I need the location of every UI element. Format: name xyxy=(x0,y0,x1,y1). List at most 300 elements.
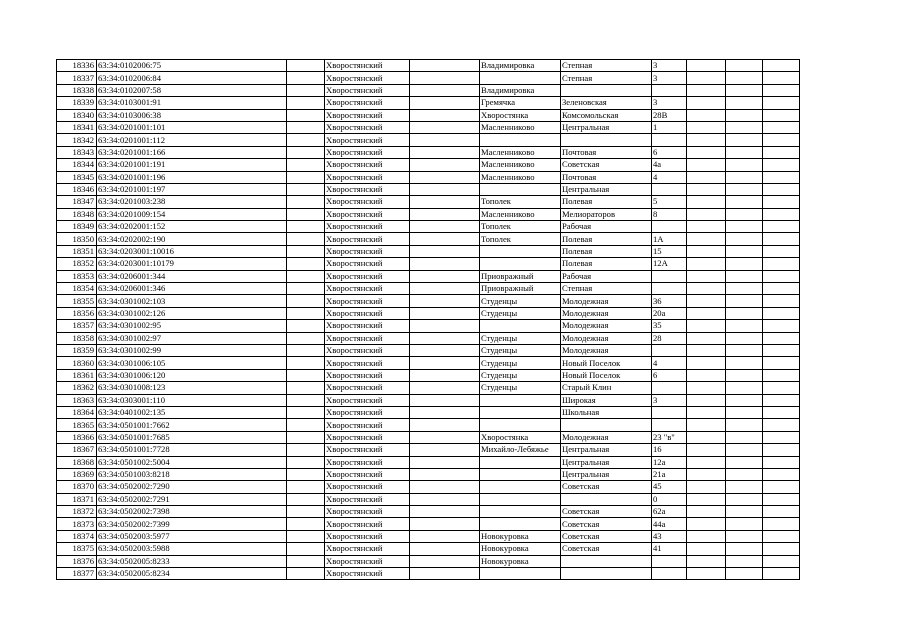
table-cell: Центральная xyxy=(561,468,652,480)
table-cell xyxy=(763,481,800,493)
table-row xyxy=(57,221,800,233)
table-cell xyxy=(687,171,726,183)
table-cell: Советская xyxy=(561,481,652,493)
table-cell: 18369 xyxy=(57,468,97,480)
table-cell: 18342 xyxy=(57,134,97,146)
table-cell xyxy=(687,444,726,456)
table-cell xyxy=(726,159,763,171)
table-row xyxy=(57,283,800,295)
table-row xyxy=(57,456,800,468)
table-cell xyxy=(410,419,480,431)
table-cell: 63:34:0102006:75 xyxy=(97,60,287,72)
table-cell: 18344 xyxy=(57,159,97,171)
table-cell: Степная xyxy=(561,72,652,84)
table-cell xyxy=(410,444,480,456)
table-row xyxy=(57,270,800,282)
table-cell xyxy=(687,456,726,468)
table-cell xyxy=(763,357,800,369)
table-cell xyxy=(287,543,325,555)
table-cell xyxy=(287,320,325,332)
table-cell: Центральная xyxy=(561,121,652,133)
table-row xyxy=(57,357,800,369)
table-cell xyxy=(652,419,687,431)
table-cell xyxy=(287,493,325,505)
table-cell xyxy=(726,506,763,518)
table-cell xyxy=(652,283,687,295)
table-cell xyxy=(726,344,763,356)
table-cell xyxy=(726,196,763,208)
table-cell xyxy=(410,406,480,418)
table-cell xyxy=(763,183,800,195)
table-cell: Полевая xyxy=(561,245,652,257)
table-cell: 62а xyxy=(652,506,687,518)
table-cell xyxy=(687,109,726,121)
table-cell xyxy=(726,146,763,158)
table-cell xyxy=(726,543,763,555)
table-cell: Хворостянский xyxy=(325,357,410,369)
table-cell: 4 xyxy=(652,357,687,369)
table-cell xyxy=(763,109,800,121)
table-cell: Студенцы xyxy=(480,357,561,369)
table-cell: Хворостянский xyxy=(325,332,410,344)
table-cell xyxy=(687,543,726,555)
table-cell: 4 xyxy=(652,171,687,183)
table-cell xyxy=(726,97,763,109)
table-cell: 63:34:0502002:7399 xyxy=(97,518,287,530)
table-cell xyxy=(726,444,763,456)
table-cell xyxy=(726,121,763,133)
table-cell: Студенцы xyxy=(480,332,561,344)
table-cell xyxy=(480,183,561,195)
table-cell: 63:34:0301002:103 xyxy=(97,295,287,307)
table-cell xyxy=(410,307,480,319)
table-cell: Молодежная xyxy=(561,307,652,319)
table-cell: 18355 xyxy=(57,295,97,307)
table-cell: 43 xyxy=(652,530,687,542)
table-cell xyxy=(687,258,726,270)
table-cell xyxy=(652,183,687,195)
table-cell: Центральная xyxy=(561,183,652,195)
table-cell xyxy=(687,320,726,332)
table-cell xyxy=(763,369,800,381)
table-cell: 63:34:0502003:5988 xyxy=(97,543,287,555)
table-cell xyxy=(287,357,325,369)
table-cell: 63:34:0501002:5004 xyxy=(97,456,287,468)
table-cell xyxy=(726,221,763,233)
table-cell xyxy=(287,468,325,480)
table-cell: 18339 xyxy=(57,97,97,109)
table-cell xyxy=(480,506,561,518)
table-cell: 18345 xyxy=(57,171,97,183)
table-cell xyxy=(652,221,687,233)
table-cell: Полевая xyxy=(561,258,652,270)
table-row xyxy=(57,109,800,121)
table-cell xyxy=(763,258,800,270)
table-cell xyxy=(287,196,325,208)
table-cell xyxy=(726,493,763,505)
table-cell: Тополек xyxy=(480,196,561,208)
table-cell: Полевая xyxy=(561,196,652,208)
table-row xyxy=(57,444,800,456)
table-cell: 63:34:0202002:190 xyxy=(97,233,287,245)
table-cell xyxy=(410,258,480,270)
table-cell xyxy=(687,121,726,133)
table-cell xyxy=(480,419,561,431)
table-cell xyxy=(726,134,763,146)
table-cell: 63:34:0103001:91 xyxy=(97,97,287,109)
table-cell: 5 xyxy=(652,196,687,208)
table-cell xyxy=(410,208,480,220)
table-cell xyxy=(687,431,726,443)
table-row xyxy=(57,258,800,270)
table-cell xyxy=(687,159,726,171)
table-cell xyxy=(480,481,561,493)
table-cell: Молодежная xyxy=(561,295,652,307)
table-cell xyxy=(561,493,652,505)
table-cell: Старый Клин xyxy=(561,382,652,394)
table-cell: 63:34:0206001:346 xyxy=(97,283,287,295)
table-cell xyxy=(287,406,325,418)
table-cell xyxy=(561,568,652,580)
table-cell xyxy=(652,270,687,282)
table-cell xyxy=(410,530,480,542)
table-cell xyxy=(763,518,800,530)
table-cell xyxy=(480,134,561,146)
table-cell xyxy=(410,283,480,295)
table-cell: 63:34:0301006:105 xyxy=(97,357,287,369)
table-cell xyxy=(726,109,763,121)
table-cell xyxy=(687,568,726,580)
table-cell xyxy=(287,97,325,109)
table-cell xyxy=(410,543,480,555)
table-cell xyxy=(726,431,763,443)
table-cell xyxy=(726,382,763,394)
table-cell xyxy=(763,320,800,332)
table-cell: Приовражный xyxy=(480,283,561,295)
table-cell xyxy=(687,332,726,344)
table-cell xyxy=(287,506,325,518)
table-cell: 63:34:0301002:95 xyxy=(97,320,287,332)
table-cell xyxy=(763,468,800,480)
table-cell xyxy=(410,97,480,109)
table-row xyxy=(57,369,800,381)
table-cell: 8 xyxy=(652,208,687,220)
table-cell: Советская xyxy=(561,530,652,542)
table-cell xyxy=(726,555,763,567)
table-cell xyxy=(763,196,800,208)
table-cell: Широкая xyxy=(561,394,652,406)
table-cell: Мелиораторов xyxy=(561,208,652,220)
table-cell: Масленниково xyxy=(480,121,561,133)
table-cell: 18368 xyxy=(57,456,97,468)
table-cell xyxy=(687,183,726,195)
table-row xyxy=(57,431,800,443)
table-cell: 6 xyxy=(652,146,687,158)
table-cell: Хворостянский xyxy=(325,270,410,282)
table-cell: Хворостянский xyxy=(325,431,410,443)
table-cell: 41 xyxy=(652,543,687,555)
table-row xyxy=(57,97,800,109)
table-cell xyxy=(763,208,800,220)
table-cell xyxy=(287,481,325,493)
table-cell xyxy=(410,555,480,567)
table-cell: Хворостянский xyxy=(325,283,410,295)
table-cell xyxy=(763,555,800,567)
table-cell: 1 xyxy=(652,121,687,133)
table-cell: Владимировка xyxy=(480,84,561,96)
table-cell xyxy=(687,146,726,158)
table-row xyxy=(57,245,800,257)
table-cell xyxy=(763,344,800,356)
table-cell xyxy=(726,60,763,72)
table-cell: 63:34:0203001:10179 xyxy=(97,258,287,270)
table-cell: Центральная xyxy=(561,456,652,468)
table-cell: 63:34:0301002:99 xyxy=(97,344,287,356)
table-cell: 28В xyxy=(652,109,687,121)
table-row xyxy=(57,183,800,195)
table-cell: 63:34:0401002:135 xyxy=(97,406,287,418)
table-cell: Хворостянский xyxy=(325,307,410,319)
table-cell xyxy=(687,406,726,418)
table-cell: Хворостянский xyxy=(325,419,410,431)
table-row xyxy=(57,171,800,183)
table-cell xyxy=(410,60,480,72)
table-cell: 63:34:0102006:84 xyxy=(97,72,287,84)
table-cell: 18346 xyxy=(57,183,97,195)
table-cell xyxy=(561,419,652,431)
table-cell: 3 xyxy=(652,394,687,406)
table-cell xyxy=(763,444,800,456)
table-cell xyxy=(726,84,763,96)
table-cell: Хворостянский xyxy=(325,97,410,109)
table-cell xyxy=(410,320,480,332)
table-cell: Хворостянский xyxy=(325,171,410,183)
table-row xyxy=(57,134,800,146)
table-cell xyxy=(726,419,763,431)
table-cell xyxy=(763,97,800,109)
table-cell: 18348 xyxy=(57,208,97,220)
table-cell: Советская xyxy=(561,543,652,555)
table-cell xyxy=(726,307,763,319)
table-cell: 18353 xyxy=(57,270,97,282)
table-cell: 18375 xyxy=(57,543,97,555)
table-cell xyxy=(687,468,726,480)
table-cell xyxy=(687,295,726,307)
table-cell xyxy=(410,221,480,233)
table-cell: 18356 xyxy=(57,307,97,319)
table-cell: 63:34:0502002:7290 xyxy=(97,481,287,493)
table-cell: Рабочая xyxy=(561,270,652,282)
table-cell xyxy=(726,320,763,332)
table-cell xyxy=(480,320,561,332)
table-cell xyxy=(410,196,480,208)
table-cell xyxy=(287,183,325,195)
table-cell xyxy=(763,382,800,394)
table-cell: Хворостянский xyxy=(325,481,410,493)
table-cell xyxy=(561,84,652,96)
table-cell: Хворостянский xyxy=(325,468,410,480)
table-row xyxy=(57,493,800,505)
table-cell: Тополек xyxy=(480,221,561,233)
table-row xyxy=(57,72,800,84)
table-cell xyxy=(287,221,325,233)
table-cell: 63:34:0201001:166 xyxy=(97,146,287,158)
table-row xyxy=(57,121,800,133)
table-cell: Новокуровка xyxy=(480,530,561,542)
table-cell xyxy=(726,283,763,295)
table-cell xyxy=(287,444,325,456)
table-cell xyxy=(687,270,726,282)
table-cell: Степная xyxy=(561,283,652,295)
table-cell: Хворостянский xyxy=(325,506,410,518)
table-cell: 63:34:0502003:5977 xyxy=(97,530,287,542)
table-cell xyxy=(410,146,480,158)
table-cell: Студенцы xyxy=(480,382,561,394)
table-cell xyxy=(410,84,480,96)
table-cell: Советская xyxy=(561,506,652,518)
table-cell: Новый Поселок xyxy=(561,357,652,369)
table-cell xyxy=(763,72,800,84)
table-row xyxy=(57,382,800,394)
table-cell xyxy=(287,134,325,146)
table-cell xyxy=(763,84,800,96)
table-cell xyxy=(287,233,325,245)
table-cell xyxy=(726,369,763,381)
table-cell xyxy=(652,134,687,146)
table-cell: 6 xyxy=(652,369,687,381)
table-cell: 18361 xyxy=(57,369,97,381)
table-cell: 18377 xyxy=(57,568,97,580)
table-cell: 63:34:0502005:8233 xyxy=(97,555,287,567)
table-cell xyxy=(687,382,726,394)
table-cell: 18372 xyxy=(57,506,97,518)
table-cell xyxy=(763,431,800,443)
table-cell xyxy=(763,295,800,307)
table-cell: Хворостянский xyxy=(325,568,410,580)
table-cell xyxy=(763,406,800,418)
table-cell xyxy=(763,568,800,580)
table-cell xyxy=(687,357,726,369)
table-cell xyxy=(410,344,480,356)
table-cell: 18340 xyxy=(57,109,97,121)
table-cell: 18336 xyxy=(57,60,97,72)
table-cell: Почтовая xyxy=(561,171,652,183)
table-cell: 18373 xyxy=(57,518,97,530)
table-cell: 18350 xyxy=(57,233,97,245)
table-cell xyxy=(287,121,325,133)
table-cell: 63:34:0502002:7291 xyxy=(97,493,287,505)
table-cell xyxy=(726,468,763,480)
table-cell: 63:34:0201001:112 xyxy=(97,134,287,146)
table-cell xyxy=(726,332,763,344)
table-cell xyxy=(687,518,726,530)
table-cell xyxy=(287,146,325,158)
table-cell xyxy=(763,171,800,183)
table-cell xyxy=(480,72,561,84)
table-cell xyxy=(287,159,325,171)
table-cell xyxy=(287,394,325,406)
table-row xyxy=(57,419,800,431)
table-cell xyxy=(480,456,561,468)
table-row xyxy=(57,146,800,158)
table-cell xyxy=(763,121,800,133)
table-cell xyxy=(726,568,763,580)
table-cell: 18364 xyxy=(57,406,97,418)
table-cell: Молодежная xyxy=(561,431,652,443)
table-cell xyxy=(652,555,687,567)
table-cell: Новокуровка xyxy=(480,543,561,555)
table-cell: Владимировка xyxy=(480,60,561,72)
table-cell: 18374 xyxy=(57,530,97,542)
table-cell xyxy=(410,332,480,344)
table-cell: 18359 xyxy=(57,344,97,356)
table-cell xyxy=(726,357,763,369)
table-cell xyxy=(652,406,687,418)
table-cell xyxy=(763,394,800,406)
table-cell xyxy=(687,506,726,518)
table-cell xyxy=(726,171,763,183)
table-cell: 4а xyxy=(652,159,687,171)
table-cell xyxy=(287,245,325,257)
table-row xyxy=(57,543,800,555)
table-cell xyxy=(480,258,561,270)
table-cell xyxy=(726,270,763,282)
table-cell xyxy=(763,233,800,245)
table-cell xyxy=(763,530,800,542)
table-cell xyxy=(687,555,726,567)
table-cell: Хворостянский xyxy=(325,543,410,555)
table-cell: 20а xyxy=(652,307,687,319)
table-row xyxy=(57,506,800,518)
table-cell: Студенцы xyxy=(480,369,561,381)
table-cell xyxy=(561,555,652,567)
table-cell: Советская xyxy=(561,159,652,171)
table-cell: Хворостянский xyxy=(325,245,410,257)
table-cell xyxy=(287,344,325,356)
table-cell: Хворостянский xyxy=(325,444,410,456)
table-cell xyxy=(410,233,480,245)
table-cell: 63:34:0103006:38 xyxy=(97,109,287,121)
table-cell xyxy=(287,258,325,270)
table-cell xyxy=(687,134,726,146)
table-cell: Хворостянский xyxy=(325,493,410,505)
table-cell xyxy=(287,419,325,431)
table-cell xyxy=(287,60,325,72)
table-cell xyxy=(480,568,561,580)
table-cell xyxy=(287,332,325,344)
table-row xyxy=(57,468,800,480)
table-cell: 63:34:0502002:7398 xyxy=(97,506,287,518)
table-row xyxy=(57,196,800,208)
table-cell xyxy=(763,146,800,158)
table-row xyxy=(57,295,800,307)
table-cell: Молодежная xyxy=(561,344,652,356)
table-cell: 18349 xyxy=(57,221,97,233)
table-cell: Школьная xyxy=(561,406,652,418)
table-cell xyxy=(726,295,763,307)
table-row xyxy=(57,307,800,319)
table-row xyxy=(57,568,800,580)
table-cell: 63:34:0502005:8234 xyxy=(97,568,287,580)
table-cell xyxy=(652,84,687,96)
table-cell: 44а xyxy=(652,518,687,530)
table-cell xyxy=(726,233,763,245)
table-cell xyxy=(652,382,687,394)
table-cell: 36 xyxy=(652,295,687,307)
table-cell: Хворостянский xyxy=(325,456,410,468)
table-cell xyxy=(726,518,763,530)
table-cell: Новый Поселок xyxy=(561,369,652,381)
